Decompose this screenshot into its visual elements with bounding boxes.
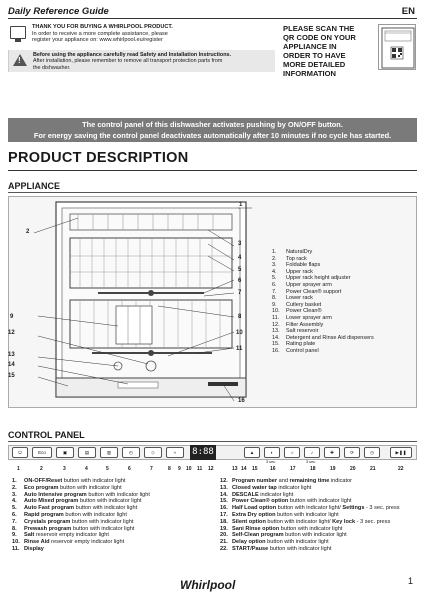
callout-10: 10 — [236, 330, 243, 336]
part-item — [272, 308, 374, 315]
legend-n: 3. — [12, 491, 17, 498]
part-label: Upper rack — [286, 268, 313, 275]
legend-n: 6. — [12, 511, 17, 518]
legend-n: 9. — [12, 532, 17, 539]
legend-item — [220, 478, 400, 485]
thanks-line-3: register your appliance on: www.whirlpool.eu/register — [32, 37, 163, 44]
auto-intensive-button[interactable]: ▣ — [56, 447, 74, 458]
part-number: 13. — [272, 328, 280, 335]
guide-title: Daily Reference Guide — [8, 6, 109, 17]
computer-icon — [10, 26, 26, 39]
legend-item — [12, 519, 150, 526]
legend-n: 19. — [220, 525, 228, 532]
part-label: Foldable flaps — [286, 262, 321, 269]
panel-num-1: 1 — [17, 466, 20, 472]
panel-num-2: 2 — [40, 466, 43, 472]
program-display: 8:88 — [190, 445, 216, 460]
legend-n: 12. — [220, 478, 228, 484]
part-item — [272, 348, 374, 355]
prewash-button[interactable]: ≈ — [166, 447, 184, 458]
legend-item — [220, 532, 400, 539]
auto-fast-button[interactable]: ▥ — [100, 447, 118, 458]
qr-line-6: INFORMATION — [283, 69, 337, 78]
part-label: Upper rack height adjuster — [286, 275, 351, 282]
legend-n: 10. — [12, 539, 20, 546]
page-number: 1 — [408, 576, 414, 586]
legend-item — [12, 505, 150, 512]
legend-t: reservoir empty indicator light — [49, 539, 125, 546]
panel-num-21: 21 — [370, 466, 376, 472]
part-item — [272, 289, 374, 296]
callout-12: 12 — [8, 330, 15, 336]
page-header — [8, 6, 417, 19]
legend-n: 7. — [12, 518, 17, 525]
appliance-divider — [8, 192, 417, 193]
eco-button[interactable]: Eco — [32, 447, 52, 458]
legend-item — [220, 485, 400, 492]
legend-n: 17. — [220, 511, 228, 518]
parts-list — [272, 249, 374, 355]
legend-item — [220, 546, 400, 553]
part-label: Power Clean® — [286, 308, 322, 315]
legend-n: 2. — [12, 484, 17, 491]
legend-item — [12, 492, 150, 499]
warning-icon — [13, 54, 27, 66]
whirlpool-logo: Whirlpool — [180, 578, 236, 592]
callout-13: 13 — [8, 352, 15, 358]
part-number: 4. — [272, 268, 277, 275]
warning-line-1: Before using the appliance carefully read Safety and Installation Instructions. — [33, 52, 232, 58]
callout-1: 1 — [239, 202, 243, 208]
start-pause-button[interactable]: ▶❚❚ — [390, 447, 412, 458]
legend-t: button with indicator light — [63, 511, 127, 518]
part-label: NaturalDry — [286, 249, 313, 255]
legend-n: 22. — [220, 545, 228, 552]
part-item — [272, 269, 374, 276]
legend-n: 21. — [220, 539, 228, 546]
appliance-qr-icon — [379, 25, 417, 71]
part-item — [272, 295, 374, 302]
part-label: Control panel — [286, 347, 319, 354]
panel-num-22: 22 — [398, 466, 404, 472]
legend-b: Closed water tap — [232, 484, 277, 491]
legend-t: button with indicator light — [70, 518, 134, 525]
legend-n: 5. — [12, 505, 17, 512]
legend-item — [12, 478, 150, 485]
part-number: 6. — [272, 281, 277, 288]
part-item — [272, 262, 374, 269]
legend-item — [12, 485, 150, 492]
legend-t: button with indicator light — [58, 484, 122, 491]
legend-b: Half Load option — [232, 505, 277, 512]
qr-line-3: APPLIANCE IN — [283, 42, 337, 51]
panel-num-7: 7 — [150, 466, 153, 472]
panel-num-9: 9 — [178, 466, 181, 472]
legend-t: indicator light — [258, 491, 294, 498]
legend-b: Sani Rinse option — [232, 525, 280, 532]
callout-6: 6 — [238, 278, 242, 284]
part-item — [272, 315, 374, 322]
panel-num-14: 14 — [241, 466, 247, 472]
extra-dry-button[interactable]: ☼ — [284, 447, 300, 458]
callout-3: 3 — [238, 241, 242, 247]
legend-t: button with indicator light/ — [276, 505, 343, 512]
legend-t: button with indicator light — [71, 525, 135, 532]
legend-t: button with indicator light — [74, 505, 138, 512]
panel-num-5: 5 — [106, 466, 109, 472]
callout-9: 9 — [10, 314, 14, 320]
part-item — [272, 335, 374, 342]
silent-3sec: 3 sec. — [306, 460, 317, 464]
legend-t: button with indicator light — [283, 532, 347, 539]
appliance-heading: APPLIANCE — [8, 181, 61, 191]
part-number: 14. — [272, 334, 280, 341]
thanks-line-2: In order to receive a more complete assistance, please — [32, 30, 168, 37]
delay-button[interactable]: ◷ — [364, 447, 380, 458]
part-item — [272, 256, 374, 263]
part-number: 16. — [272, 347, 280, 354]
legend-t: button with indicator light — [62, 478, 126, 484]
legend-b: START/Pause — [232, 545, 269, 552]
panel-num-20: 20 — [350, 466, 356, 472]
silent-button[interactable]: ♪ — [304, 447, 320, 458]
part-item — [272, 282, 374, 289]
legend-item — [220, 505, 400, 512]
legend-b: DESCALE — [232, 491, 259, 498]
legend-item — [220, 526, 400, 533]
part-label: Top rack — [286, 255, 307, 262]
panel-num-16: 16 — [270, 466, 276, 472]
legend-b: ON-OFF/Reset — [24, 478, 63, 484]
banner-line-1: The control panel of this dishwasher activates pushing by ON/OFF button. — [82, 120, 343, 129]
legend-n: 20. — [220, 532, 228, 539]
legend-b: Power Clean® option — [232, 498, 289, 505]
part-number: 12. — [272, 321, 280, 328]
panel-num-3: 3 — [63, 466, 66, 472]
control-legend-right — [220, 478, 400, 553]
legend-b: Salt — [24, 532, 35, 539]
part-item — [272, 341, 374, 348]
warning-line-2: After installation, please remember to remove all transport protection parts from — [33, 58, 223, 65]
part-label: Salt reservoir — [286, 328, 319, 335]
legend-n: 8. — [12, 525, 17, 532]
legend-b: Program number — [232, 478, 278, 484]
control-legend-left — [12, 478, 150, 553]
legend-item — [12, 526, 150, 533]
control-panel-info-banner — [8, 118, 417, 142]
legend-t: button with indicator light — [288, 498, 352, 505]
legend-t: button with indicator light — [86, 491, 150, 498]
safety-warning-box — [8, 50, 275, 72]
legend-t: button with indicator light — [275, 511, 339, 518]
legend-item — [220, 512, 400, 519]
panel-num-15: 15 — [252, 466, 258, 472]
legend-t: button with indicator light — [78, 498, 142, 505]
control-panel-heading: CONTROL PANEL — [8, 430, 85, 440]
qr-instruction — [283, 24, 378, 78]
part-number: 9. — [272, 301, 277, 308]
legend-item — [12, 546, 150, 553]
legend-n: 16. — [220, 505, 228, 512]
part-number: 11. — [272, 314, 280, 321]
legend-n: 15. — [220, 498, 228, 505]
legend-item — [220, 539, 400, 546]
legend-b: Auto Fast program — [24, 505, 75, 512]
legend-b: Auto Intensive program — [24, 491, 87, 498]
legend-b: Extra Dry option — [232, 511, 276, 518]
part-number: 3. — [272, 262, 277, 269]
callout-7: 7 — [238, 290, 242, 296]
part-label: Lower rack — [286, 295, 313, 302]
legend-n: 14. — [220, 491, 228, 498]
panel-num-4: 4 — [85, 466, 88, 472]
legend-item — [220, 519, 400, 526]
qr-appliance-illustration — [378, 24, 416, 70]
warning-line-3: the dishwasher. — [33, 64, 71, 71]
panel-num-18: 18 — [310, 466, 316, 472]
legend-item — [12, 498, 150, 505]
callout-8: 8 — [238, 314, 242, 320]
control-panel-divider — [8, 441, 417, 442]
legend-n: 1. — [12, 478, 17, 484]
legend-b2: remaining time — [289, 478, 330, 484]
legend-b: Self-Clean program — [232, 532, 284, 539]
part-number: 1. — [272, 249, 277, 255]
thanks-line-1: THANK YOU FOR BUYING A WHIRLPOOL PRODUCT. — [32, 24, 173, 30]
part-item — [272, 322, 374, 329]
legend-b: Prewash program — [24, 525, 72, 532]
legend-item — [12, 532, 150, 539]
legend-t2: - 3 sec. press — [355, 518, 391, 525]
panel-num-10: 10 — [186, 466, 192, 472]
legend-t2: - 3 sec. press — [364, 505, 400, 512]
legend-b2: Key lock — [332, 518, 356, 525]
part-item — [272, 275, 374, 282]
part-label: Lower sprayer arm — [286, 314, 332, 321]
part-label: Upper sprayer arm — [286, 281, 332, 288]
panel-num-6: 6 — [128, 466, 131, 472]
part-number: 2. — [272, 255, 277, 262]
panel-num-8: 8 — [168, 466, 171, 472]
callout-11: 11 — [236, 346, 243, 352]
rapid-button[interactable]: ◴ — [122, 447, 140, 458]
panel-num-11: 11 — [197, 466, 203, 472]
legend-item — [12, 512, 150, 519]
on-off-button[interactable]: ⏻ — [12, 447, 28, 458]
legend-b2: Settings — [342, 505, 365, 512]
self-clean-button[interactable]: ⟳ — [344, 447, 360, 458]
legend-b: Rapid program — [24, 511, 64, 518]
panel-num-13: 13 — [232, 466, 238, 472]
legend-t: button with indicator light/ — [265, 518, 333, 525]
part-label: Detergent and Rinse Aid dispensers — [286, 334, 374, 341]
qr-line-1: PLEASE SCAN THE — [283, 24, 355, 33]
legend-n: 11. — [12, 545, 20, 552]
part-number: 10. — [272, 308, 280, 315]
half-load-button[interactable]: ◐ — [264, 447, 280, 458]
legend-n: 4. — [12, 498, 17, 505]
part-number: 7. — [272, 288, 277, 295]
callout-2: 2 — [26, 229, 30, 235]
legend-b: Silent option — [232, 518, 266, 525]
legend-b: Crystals program — [24, 518, 71, 525]
qr-line-5: MORE DETAILED — [283, 60, 346, 69]
part-number: 8. — [272, 295, 277, 302]
legend-t: and — [277, 478, 290, 484]
legend-n: 13. — [220, 484, 228, 491]
legend-b: Auto Mixed program — [24, 498, 79, 505]
half-load-3sec: 3 sec. — [266, 460, 277, 464]
part-label: Cutlery basket — [286, 301, 322, 308]
banner-line-2: For energy saving the control panel deactivates automatically after 10 minutes if no cycle has started. — [33, 131, 392, 140]
power-clean-button[interactable]: ▲ — [244, 447, 260, 458]
sani-rinse-button[interactable]: ✚ — [324, 447, 340, 458]
page-title: PRODUCT DESCRIPTION — [8, 150, 189, 166]
legend-t: reservoir empty indicator light — [34, 532, 109, 539]
panel-num-17: 17 — [290, 466, 296, 472]
legend-t: indicator light — [276, 484, 312, 491]
legend-item — [12, 539, 150, 546]
panel-num-19: 19 — [330, 466, 336, 472]
title-divider — [8, 170, 417, 171]
qr-line-2: QR CODE ON YOUR — [283, 33, 356, 42]
part-number: 15. — [272, 341, 280, 348]
part-label: Filter Assembly — [286, 321, 324, 328]
part-label: Rating plate — [286, 341, 316, 348]
callout-16: 16 — [238, 398, 245, 404]
legend-t: button with indicator light — [279, 525, 343, 532]
part-number: 5. — [272, 275, 277, 282]
part-label: Power Clean® support — [286, 288, 342, 295]
auto-mixed-button[interactable]: ▤ — [78, 447, 96, 458]
callout-14: 14 — [8, 362, 15, 368]
legend-b: Delay option — [232, 539, 266, 546]
crystals-button[interactable]: ◇ — [144, 447, 162, 458]
qr-line-4: ORDER TO HAVE — [283, 51, 346, 60]
part-item — [272, 249, 374, 256]
legend-item — [220, 498, 400, 505]
legend-b: Display — [24, 545, 44, 552]
legend-b: Eco program — [24, 484, 59, 491]
thank-you-block — [8, 24, 268, 48]
legend-n: 18. — [220, 518, 228, 525]
panel-num-12: 12 — [208, 466, 214, 472]
callout-15: 15 — [8, 373, 15, 379]
legend-b: Rinse Aid — [24, 539, 50, 546]
legend-t: button with indicator light — [265, 539, 329, 546]
callout-4: 4 — [238, 255, 242, 261]
part-item — [272, 328, 374, 335]
language-code: EN — [401, 6, 415, 17]
callout-5: 5 — [238, 267, 242, 273]
legend-t2: indicator — [329, 478, 353, 484]
legend-t: button with indicator light — [268, 545, 332, 552]
